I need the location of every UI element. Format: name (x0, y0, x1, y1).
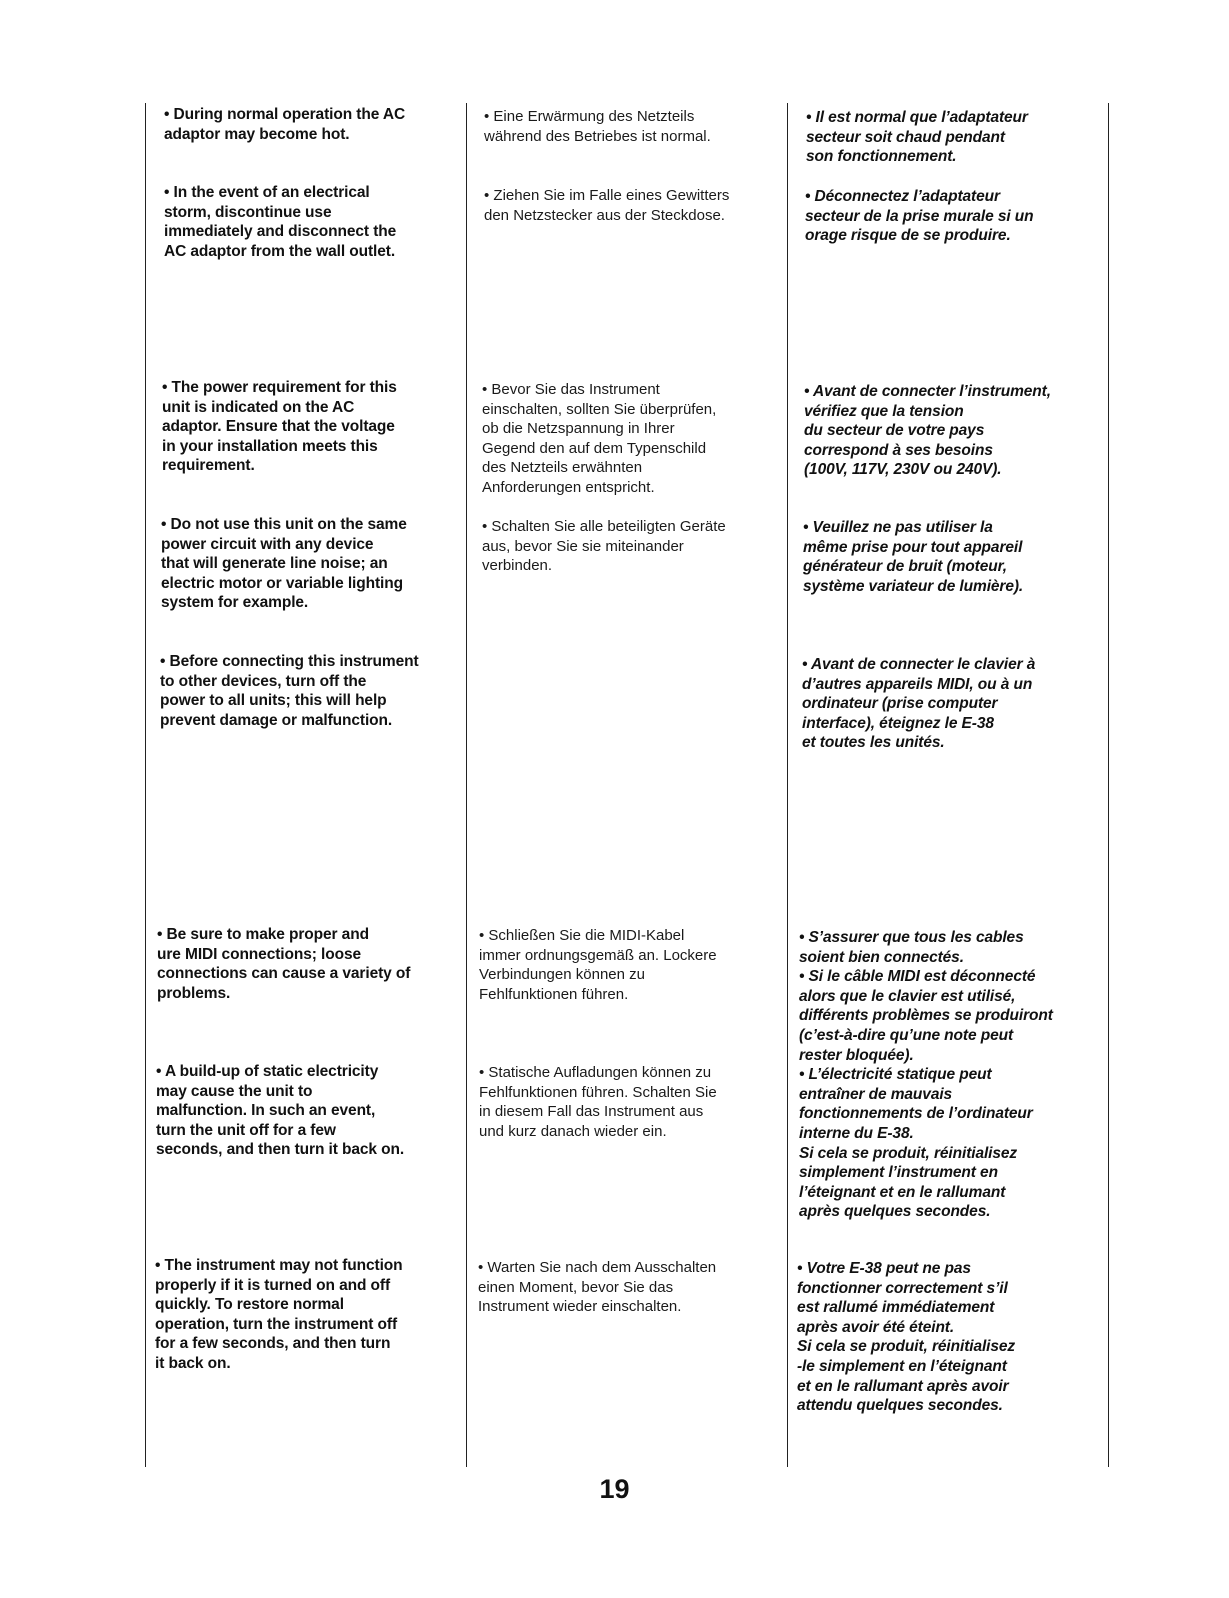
en-paragraph-ac-hot: • During normal operation the AC adaptor may become hot. (164, 106, 406, 143)
fr-paragraph-power-circuit: • Veuillez ne pas utiliser la même prise pour tout appareil générateur de bruit (moteur, système variateur de lumière). (803, 519, 1024, 595)
de-paragraph-static: • Statische Aufladungen können zu Fehlfunktionen führen. Schalten Sie in diesem Fall das Instrument aus und kurz danach wieder ein. (479, 1064, 717, 1140)
page-number: 19 (599, 1474, 630, 1504)
fr-paragraph-midi-and-static: • S’assurer que tous les cables soient bien connectés. • Si le câble MIDI est déconnecté alors que le clavier est utilisé, différents problèmes se produiront (c’est-à-dire qu’une note peut rester bloquée). • L’électricité statique peut entraîner de mauvais fonctionnements de l’ordinateur interne du E-38. Si cela se produit, réinitialisez simplement l’instrument en l’éteignant et en le rallumant après quelques secondes. (799, 929, 1053, 1221)
fr-paragraph-before-connecting: • Avant de connecter le clavier à d’autres appareils MIDI, ou à un ordinateur (prise computer interface), éteignez le E-38 et toutes les unités. (802, 656, 1036, 752)
en-paragraph-before-connecting: • Before connecting this instrument to other devices, turn off the power to all units; this will help prevent damage or malfunction. (160, 653, 419, 729)
de-paragraph-storm: • Ziehen Sie im Falle eines Gewitters den Netzstecker aus der Steckdose. (484, 187, 730, 224)
en-paragraph-power-circuit: • Do not use this unit on the same power circuit with any device that will generate line noise; an electric motor or variable lighting system for example. (161, 516, 407, 612)
en-paragraph-power-cycle: • The instrument may not function properly if it is turned on and off quickly. To restore normal operation, turn the instrument off for a few seconds, and then turn it back on. (155, 1257, 403, 1372)
fr-paragraph-power-cycle: • Votre E-38 peut ne pas fonctionner correctement s’il est rallumé immédiatement après avoir été éteint. Si cela se produit, réinitialisez -le simplement en l’éteignant et en le rallumant après avoir attendu quelques secondes. (797, 1260, 1016, 1415)
column-rule-left (145, 103, 146, 1467)
en-paragraph-midi-connections: • Be sure to make proper and ure MIDI connections; loose connections can cause a variety of problems. (157, 926, 411, 1002)
column-rule-mid-1 (466, 103, 467, 1467)
en-paragraph-power-requirement: • The power requirement for this unit is indicated on the AC adaptor. Ensure that the voltage in your installation meets this requirement. (162, 379, 397, 475)
en-paragraph-static: • A build-up of static electricity may cause the unit to malfunction. In such an event, turn the unit off for a few seconds, and then turn it back on. (156, 1063, 405, 1159)
fr-paragraph-power-requirement: • Avant de connecter l’instrument, vérifiez que la tension du secteur de votre pays correspond à ses besoins (100V, 117V, 230V ou 240V). (804, 383, 1051, 479)
de-paragraph-power-requirement: • Bevor Sie das Instrument einschalten, sollten Sie überprüfen, ob die Netzspannung in Ihrer Gegend den auf dem Typenschild des Netzteils erwähnten Anforderungen entspricht. (482, 381, 717, 496)
column-rule-mid-2 (787, 103, 788, 1467)
column-rule-right (1108, 103, 1109, 1467)
fr-paragraph-storm: • Déconnectez l’adaptateur secteur de la prise murale si un orage risque de se produire. (805, 188, 1034, 245)
fr-paragraph-ac-hot: • Il est normal que l’adaptateur secteur soit chaud pendant son fonctionnement. (806, 109, 1028, 166)
de-paragraph-power-circuit: • Schalten Sie alle beteiligten Geräte aus, bevor Sie sie miteinander verbinden. (482, 518, 726, 575)
de-paragraph-midi-connections: • Schließen Sie die MIDI-Kabel immer ordnungsgemäß an. Lockere Verbindungen können zu Fehlfunktionen führen. (479, 927, 717, 1003)
en-paragraph-storm: • In the event of an electrical storm, discontinue use immediately and disconnect the AC adaptor from the wall outlet. (164, 184, 397, 260)
de-paragraph-power-cycle: • Warten Sie nach dem Ausschalten einen Moment, bevor Sie das Instrument wieder einschalten. (478, 1259, 717, 1316)
de-paragraph-ac-hot: • Eine Erwärmung des Netzteils während des Betriebes ist normal. (484, 108, 711, 145)
